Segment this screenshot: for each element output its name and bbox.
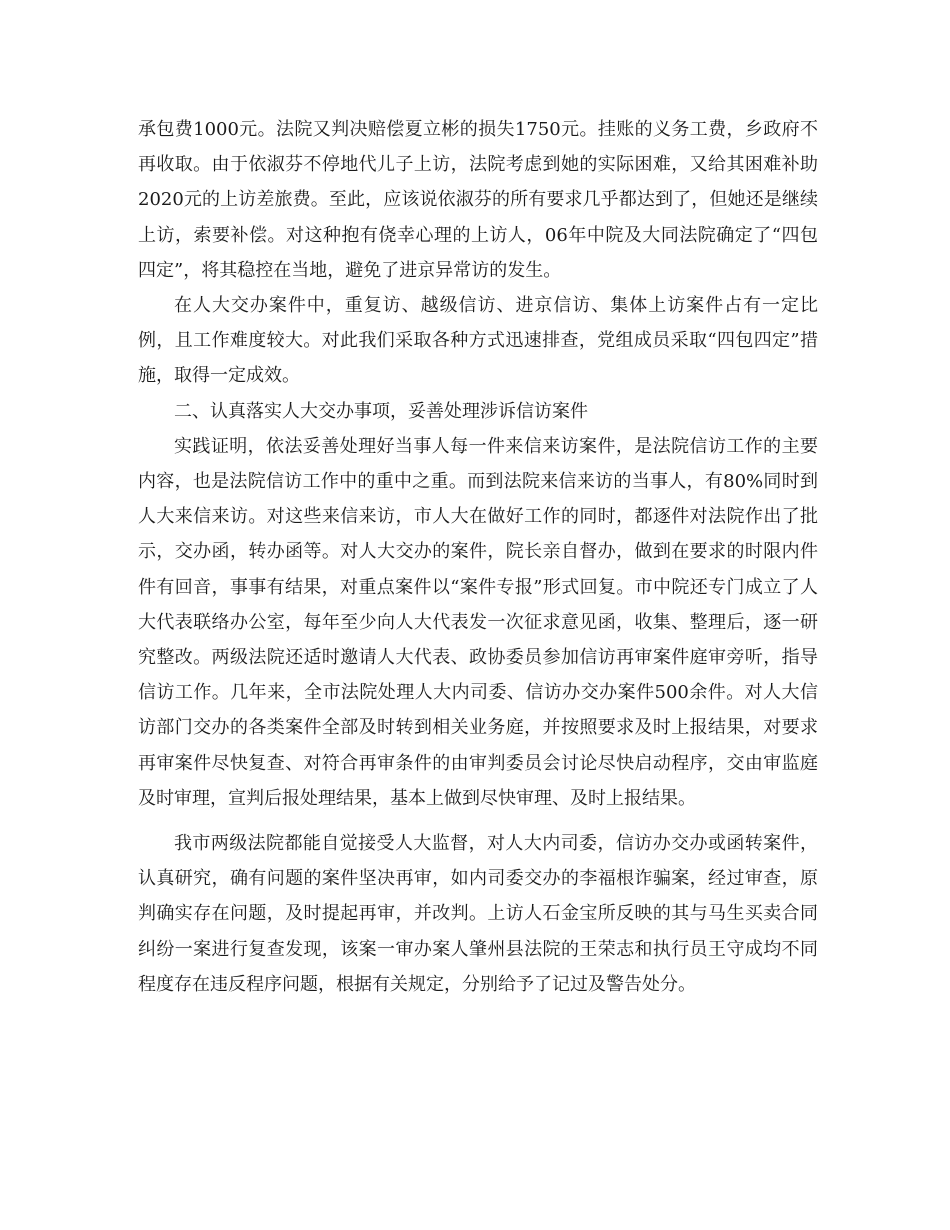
paragraph-practice: 实践证明，依法妥善处理好当事人每一件来信来访案件，是法院信访工作的主要内容，也是法院信访工作中的重中之重。而到法院来信来访的当事人，有80%同时到人大来信来访。对这些来信来访，市人大在做好工作的同时，都逐件对法院作出了批示，交办函，转办函等。对人大交办的案件，院长亲自督办，做到在要求的时限内件件有回音，事事有结果，对重点案件以“案件专报”形式回复。市中院还专门成立了人大代表联络办公室，每年至少向人大代表发一次征求意见函，收集、整理后，逐一研究整改。两级法院还适时邀请人大代表、政协委员参加信访再审案件庭审旁听，指导信访工作。几年来，全市法院处理人大内司委、信访办交办案件500余件。对人大信访部门交办的各类案件全部及时转到相关业务庭，并按照要求及时上报结果，对要求再审案件尽快复查、对符合再审条件的由审判委员会讨论尽快启动程序，交由审监庭及时审理，宣判后报处理结果，基本上做到尽快审理、及时上报结果。 <box>138 435 818 809</box>
paragraph-continuation: 承包费1000元。法院又判决赔偿夏立彬的损失1750元。挂账的义务工费，乡政府不再收取。由于依淑芬不停地代儿子上访，法院考虑到她的实际困难，又给其困难补助2020元的上访差旅费。至此，应该说依淑芬的所有要求几乎都达到了，但她还是继续上访，索要补偿。对这种抱有侥幸心理的上访人，06年中院及大同法院确定了“四包四定”，将其稳控在当地，避免了进京异常访的发生。 <box>138 119 818 281</box>
document-body <box>138 112 818 1002</box>
paragraph-supervision: 我市两级法院都能自觉接受人大监督，对人大内司委，信访办交办或函转案件，认真研究，确有问题的案件坚决再审，如内司委交办的李福根诈骗案，经过审查，原判确实存在问题，及时提起再审，并改判。上访人石金宝所反映的其与马生买卖合同纠纷一案进行复查发现，该案一审办案人肇州县法院的王荣志和执行员王守成均不同程度存在违反程序问题，根据有关规定，分别给予了记过及警告处分。 <box>138 833 818 995</box>
paragraph-npc-cases: 在人大交办案件中，重复访、越级信访、进京信访、集体上访案件占有一定比例，且工作难度较大。对此我们采取各种方式迅速排查，党组成员采取“四包四定”措施，取得一定成效。 <box>138 295 818 387</box>
section-heading: 二、认真落实人大交办事项，妥善处理涉诉信访案件 <box>174 400 588 422</box>
